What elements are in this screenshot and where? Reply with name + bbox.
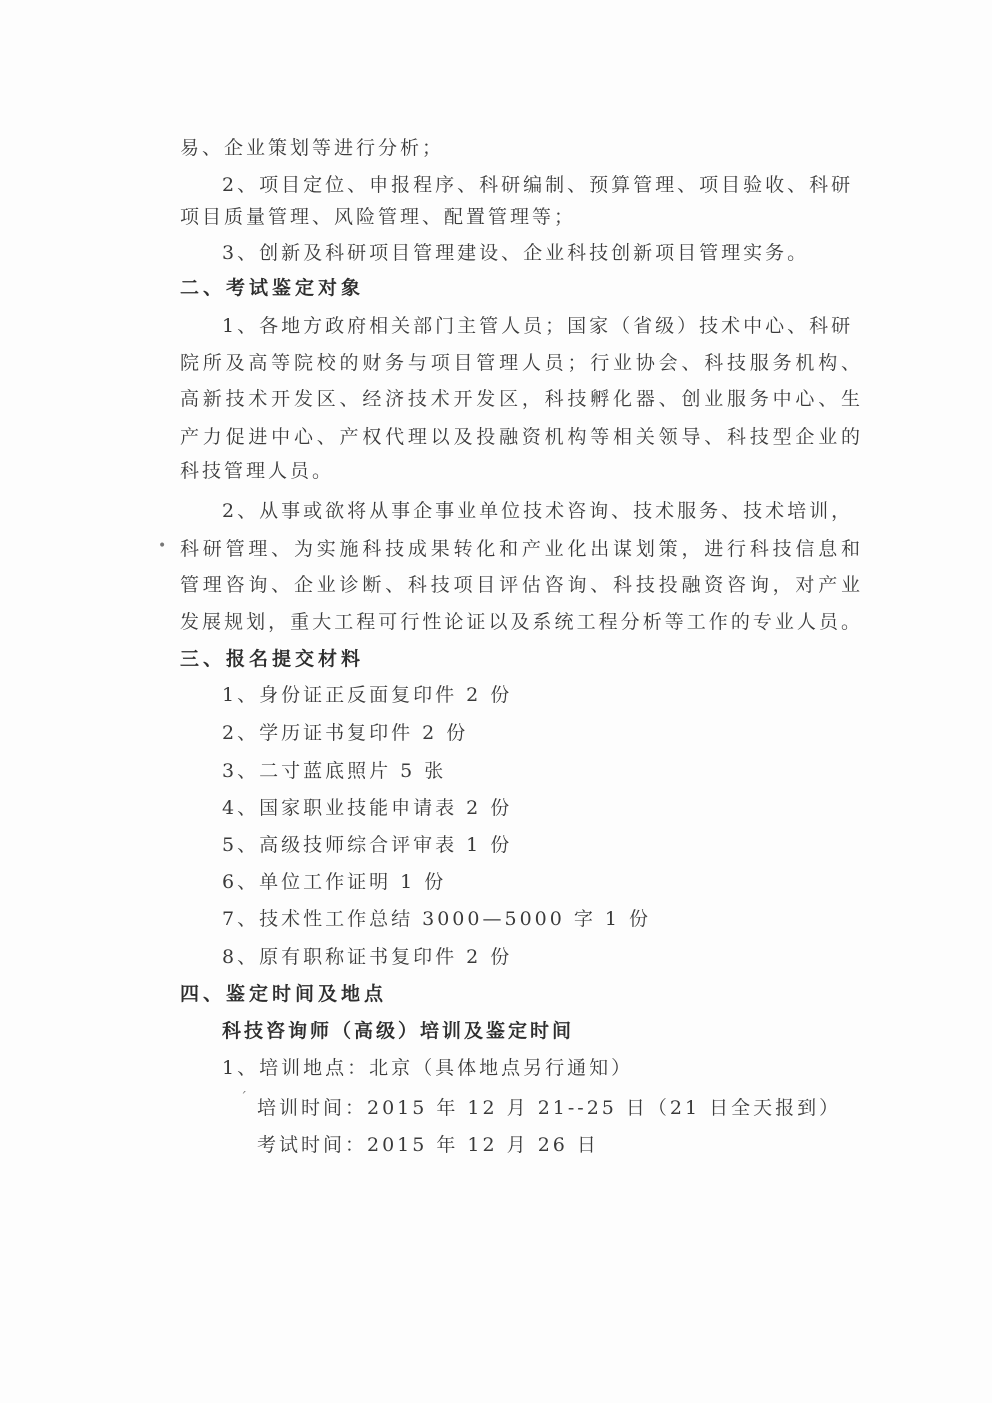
section-4-subheading: 科技咨询师（高级）培训及鉴定时间 (222, 1020, 575, 1042)
material-item-6: 6、单位工作证明 1 份 (222, 871, 447, 893)
paragraph-continuation: 易、企业策划等进行分析； (180, 137, 445, 159)
training-time: 培训时间：2015 年 12 月 21--25 日（21 日全天报到） (257, 1097, 842, 1119)
material-item-5: 5、高级技师综合评审表 1 份 (222, 834, 513, 856)
paragraph-item-3: 3、创新及科研项目管理建设、企业科技创新项目管理实务。 (222, 242, 810, 264)
scan-speck: • (158, 538, 167, 554)
section-2-item-1-line1: 1、各地方政府相关部门主管人员；国家（省级）技术中心、科研 (222, 315, 854, 337)
scan-speck: ˊ (240, 1090, 247, 1106)
section-2-heading: 二、考试鉴定对象 (180, 277, 365, 299)
exam-time: 考试时间：2015 年 12 月 26 日 (257, 1134, 599, 1156)
section-4-heading: 四、鉴定时间及地点 (180, 983, 388, 1005)
material-item-3: 3、二寸蓝底照片 5 张 (222, 760, 447, 782)
section-2-item-2-line4: 发展规划，重大工程可行性论证以及系统工程分析等工作的专业人员。 (180, 611, 860, 633)
section-3-heading: 三、报名提交材料 (180, 648, 365, 670)
section-2-item-2-line1: 2、从事或欲将从事企事业单位技术咨询、技术服务、技术培训， (222, 500, 854, 522)
section-2-item-1-line4: 产力促进中心、产权代理以及投融资机构等相关领导、科技型企业的 (180, 426, 860, 448)
paragraph-item-2-line2: 项目质量管理、风险管理、配置管理等； (180, 206, 577, 228)
material-item-2: 2、学历证书复印件 2 份 (222, 722, 469, 744)
material-item-7: 7、技术性工作总结 3000—5000 字 1 份 (222, 908, 652, 930)
section-2-item-1-line5: 科技管理人员。 (180, 460, 335, 482)
section-2-item-2-line3: 管理咨询、企业诊断、科技项目评估咨询、科技投融资咨询，对产业 (180, 574, 860, 596)
material-item-4: 4、国家职业技能申请表 2 份 (222, 797, 513, 819)
section-2-item-1-line3: 高新技术开发区、经济技术开发区，科技孵化器、创业服务中心、生 (180, 388, 860, 410)
section-2-item-1-line2: 院所及高等院校的财务与项目管理人员；行业协会、科技服务机构、 (180, 352, 860, 374)
material-item-8: 8、原有职称证书复印件 2 份 (222, 946, 513, 968)
training-location: 1、培训地点：北京（具体地点另行通知） (222, 1057, 634, 1079)
section-2-item-2-line2: 科研管理、为实施科技成果转化和产业化出谋划策，进行科技信息和 (180, 538, 860, 560)
material-item-1: 1、身份证正反面复印件 2 份 (222, 684, 513, 706)
paragraph-item-2-line1: 2、项目定位、申报程序、科研编制、预算管理、项目验收、科研 (222, 174, 854, 196)
